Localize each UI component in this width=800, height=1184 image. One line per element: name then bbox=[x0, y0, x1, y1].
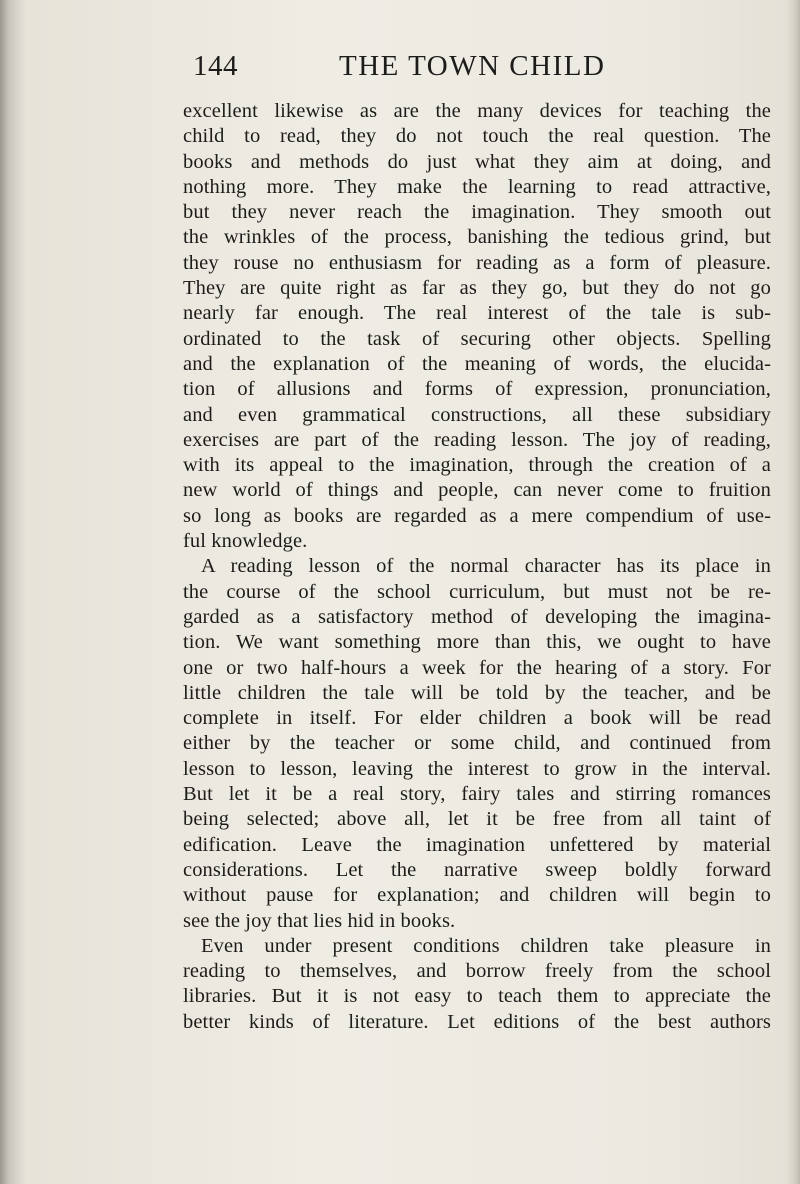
text-line: either by the teacher or some child, and continued from bbox=[183, 732, 771, 755]
text-line: they rouse no enthusiasm for reading as a form of pleasure. bbox=[183, 251, 771, 274]
paragraph-start-line: Even under present conditions children take pleasure in bbox=[201, 934, 771, 957]
text-line: tion of allusions and forms of expression, pronunciation, bbox=[183, 378, 771, 401]
paragraph-start-line: A reading lesson of the normal character has its place in bbox=[201, 555, 771, 578]
text-line: ordinated to the task of securing other objects. Spelling bbox=[183, 327, 771, 350]
text-line: excellent likewise as are the many devices for teaching the bbox=[183, 100, 771, 122]
text-line: edification. Leave the imagination unfettered by material bbox=[183, 833, 771, 856]
text-line: exercises are part of the reading lesson. The joy of reading, bbox=[183, 428, 771, 451]
text-line: without pause for explanation; and children will begin to bbox=[183, 884, 771, 907]
text-line: reading to themselves, and borrow freely from the school bbox=[183, 960, 771, 983]
text-line: tion. We want something more than this, we ought to have bbox=[183, 631, 771, 654]
text-line: new world of things and people, can never come to fruition bbox=[183, 479, 771, 502]
text-line: the course of the school curriculum, but must not be re- bbox=[183, 580, 771, 603]
text-line: and even grammatical constructions, all these subsidiary bbox=[183, 403, 771, 426]
text-line: considerations. Let the narrative sweep boldly forward bbox=[183, 858, 771, 881]
text-line: little children the tale will be told by the teacher, and be bbox=[183, 681, 771, 704]
text-line: complete in itself. For elder children a book will be read bbox=[183, 707, 771, 730]
text-line: better kinds of literature. Let editions of the best authors bbox=[183, 1010, 771, 1033]
text-line: But let it be a real story, fairy tales and stirring romances bbox=[183, 783, 771, 806]
text-line: nearly far enough. The real interest of the tale is sub- bbox=[183, 302, 771, 325]
text-line: child to read, they do not touch the real question. The bbox=[183, 125, 771, 148]
paragraph-end-line: ful knowledge. bbox=[183, 530, 308, 553]
text-line: but they never reach the imagination. They smooth out bbox=[183, 201, 771, 224]
text-line: being selected; above all, let it be free from all taint of bbox=[183, 808, 771, 831]
text-line: so long as books are regarded as a mere compendium of use- bbox=[183, 504, 771, 527]
paragraph-end-line: see the joy that lies hid in books. bbox=[183, 909, 456, 932]
text-line: nothing more. They make the learning to read attractive, bbox=[183, 175, 771, 198]
text-line: one or two half-hours a week for the hearing of a story. For bbox=[183, 656, 771, 679]
page-header bbox=[0, 46, 800, 86]
text-line: libraries. But it is not easy to teach them to appreciate the bbox=[183, 985, 771, 1008]
text-line: and the explanation of the meaning of words, the elucida- bbox=[183, 352, 771, 375]
text-line: garded as a satisfactory method of developing the imagina- bbox=[183, 605, 771, 628]
body-text bbox=[183, 99, 771, 1035]
running-title: THE TOWN CHILD bbox=[339, 50, 606, 82]
text-line: with its appeal to the imagination, through the creation of a bbox=[183, 454, 771, 477]
page-edge bbox=[786, 0, 800, 1184]
text-line: lesson to lesson, leaving the interest to grow in the interval. bbox=[183, 757, 771, 780]
spine-shadow bbox=[0, 0, 26, 1184]
text-line: books and methods do just what they aim at doing, and bbox=[183, 150, 771, 173]
page-number: 144 bbox=[193, 50, 238, 82]
text-line: They are quite right as far as they go, but they do not go bbox=[183, 277, 771, 300]
text-line: the wrinkles of the process, banishing the tedious grind, but bbox=[183, 226, 771, 249]
